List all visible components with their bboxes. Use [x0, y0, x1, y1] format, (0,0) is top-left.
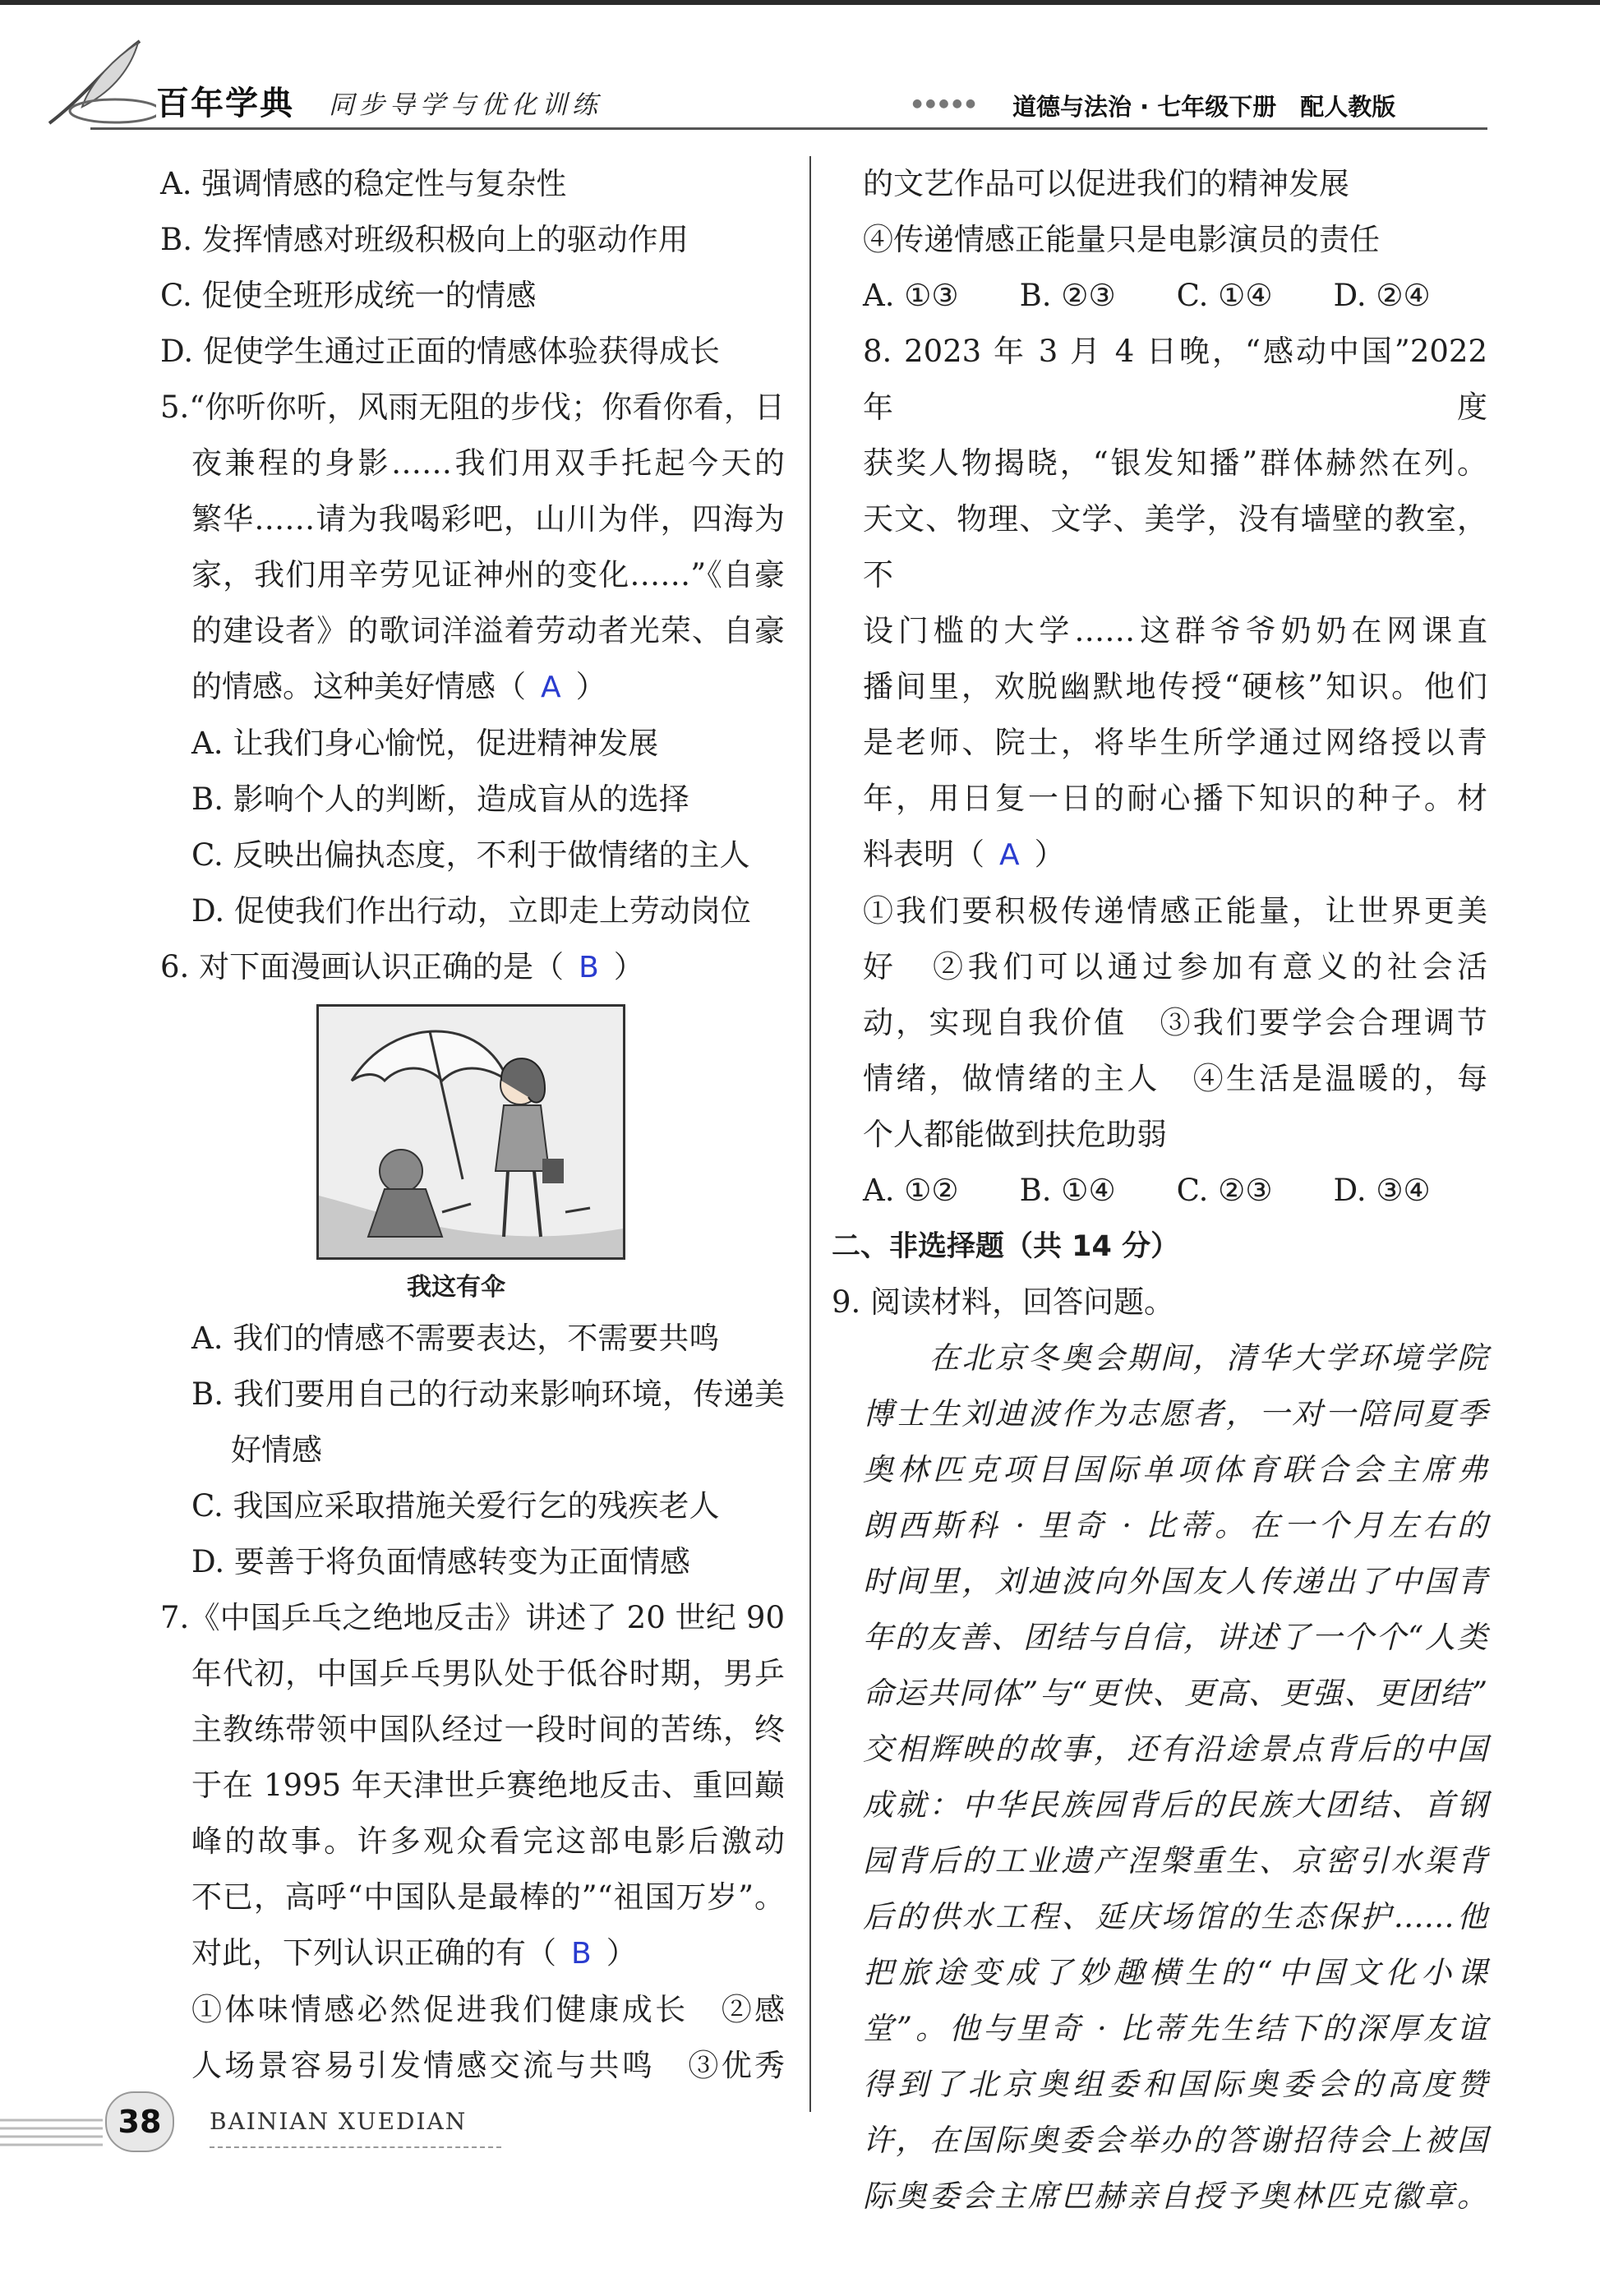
q6-option-d: D. 要善于将负面情感转变为正面情感 — [191, 1544, 690, 1579]
q5-close: ） — [575, 669, 606, 704]
q7-line: 峰的故事。许多观众看完这部电影后激动 — [191, 1823, 785, 1859]
q8-line: 获奖人物揭晓，“银发知播”群体赫然在列。 — [863, 445, 1487, 481]
q4-option-b: B. 发挥情感对班级积极向上的驱动作用 — [160, 222, 689, 257]
brand-title: 百年学典 — [156, 85, 294, 122]
q8-item-line: 个人都能做到扶危助弱 — [863, 1117, 1167, 1152]
q8-line: 年，用日复一日的耐心播下知识的种子。材 — [863, 781, 1487, 816]
q6-close: ） — [613, 949, 644, 984]
subject-title: 道德与法治 · 七年级下册 配人教版 — [1012, 93, 1396, 121]
feather-logo-icon — [33, 33, 156, 131]
q7-line: 主教练带领中国队经过一段时间的苦练，终 — [191, 1712, 785, 1747]
q5-line: 的建设者》的歌词洋溢着劳动者光荣、自豪 — [191, 613, 785, 648]
q8-item-line: 动，实现自我价值 ③我们要学会合理调节 — [863, 1005, 1487, 1040]
q8-answer: A — [999, 838, 1020, 872]
q9-passage-line: 堂”。他与里奇 · 比蒂先生结下的深厚友谊 — [863, 2011, 1487, 2046]
q7-item-line: ①体味情感必然促进我们健康成长 ②感 — [191, 1992, 785, 2027]
q5-option-d: D. 促使我们作出行动，立即走上劳动岗位 — [191, 893, 751, 929]
page-number: 38 — [105, 2091, 174, 2152]
q8-line: 设门槛的大学……这群爷爷奶奶在网课直 — [863, 613, 1487, 648]
q5-stem-end: 的情感。这种美好情感（ — [191, 669, 526, 704]
q9-stem: 9. 阅读材料，回答问题。 — [832, 1284, 1175, 1320]
q6-answer: B — [579, 951, 599, 984]
q6-option-a: A. 我们的情感不需要表达，不需要共鸣 — [191, 1321, 720, 1356]
q7-item-line: 人场景容易引发情感交流与共鸣 ③优秀 — [191, 2048, 785, 2083]
q9-passage-line: 朗西斯科 · 里奇 · 比蒂。在一个月左右的 — [863, 1508, 1487, 1543]
q6-option-b: B. 我们要用自己的行动来影响环境，传递美 — [191, 1376, 785, 1412]
q4-option-c: C. 促使全班形成统一的情感 — [160, 278, 537, 313]
footer-pinyin: BAINIAN XUEDIAN — [210, 2108, 468, 2135]
brand-tagline: 同步导学与优化训练 — [329, 90, 602, 120]
q7-answer: B — [571, 1937, 592, 1971]
footer-dashed-rule — [210, 2146, 501, 2148]
page-footer — [0, 2087, 575, 2186]
q9-passage-line: 时间里，刘迪波向外国友人传递出了中国青 — [863, 1564, 1487, 1599]
q7-close: ） — [606, 1935, 637, 1971]
q9-passage-line: 在北京冬奥会期间，清华大学环境学院 — [863, 1340, 1487, 1376]
q5-option-b: B. 影响个人的判断，造成盲从的选择 — [191, 781, 689, 817]
q9-passage-line: 年的友善、团结与自信，讲述了一个个“人类 — [863, 1620, 1487, 1655]
q5-answer-line — [160, 659, 785, 716]
q7-line: 7.《中国乒乓之绝地反击》讲述了 20 世纪 90 — [160, 1600, 785, 1635]
q6-option-b-cont: 好情感 — [231, 1432, 322, 1468]
q9-passage-line: 交相辉映的故事，还有沿途景点背后的中国 — [863, 1731, 1487, 1767]
q6-stem: 6. 对下面漫画认识正确的是（ — [160, 949, 565, 984]
left-column — [160, 156, 785, 2094]
q9-passage-line: 把旅途变成了妙趣横生的“中国文化小课 — [863, 1955, 1487, 1990]
q9-passage-line: 博士生刘迪波作为志愿者，一对一陪同夏季 — [863, 1396, 1487, 1432]
q7-item-line: 的文艺作品可以促进我们的精神发展 — [863, 166, 1349, 201]
cartoon-image — [316, 1004, 625, 1260]
q9-passage-line: 奥林匹克项目国际单项体育联合会主席弗 — [863, 1452, 1487, 1487]
q9-passage-line: 际奥委会主席巴赫亲自授予奥林匹克徽章。 — [863, 2178, 1487, 2214]
q4-option-d: D. 促使学生通过正面的情感体验获得成长 — [160, 334, 720, 369]
q7-line: 不已，高呼“中国队是最棒的”“祖国万岁”。 — [191, 1879, 785, 1915]
section-heading: 二、非选择题（共 14 分） — [832, 1230, 1180, 1263]
q9-passage-line: 后的供水工程、延庆场馆的生态保护……他 — [863, 1899, 1487, 1934]
column-divider — [809, 156, 811, 2112]
q8-item-line: ①我们要积极传递情感正能量，让世界更美 — [863, 893, 1487, 929]
q5-line: 5.“你听你听，风雨无阻的步伐；你看你看，日 — [160, 390, 785, 425]
q8-line: 是老师、院士，将毕生所学通过网络授以青 — [863, 725, 1487, 760]
right-column — [832, 156, 1487, 2225]
header-dots: ●●●●● — [912, 97, 980, 110]
q7-item-line: ④传递情感正能量只是电影演员的责任 — [863, 222, 1380, 257]
q7-stem-end: 对此，下列认识正确的有（ — [191, 1935, 556, 1971]
q8-item-line: 好 ②我们可以通过参加有意义的社会活 — [863, 949, 1487, 984]
q5-answer: A — [541, 671, 561, 704]
q4-option-a: A. 强调情感的稳定性与复杂性 — [160, 166, 567, 201]
q8-choices: A. ①② B. ①④ C. ②③ D. ③④ — [863, 1173, 1431, 1208]
q7-choices: A. ①③ B. ②③ C. ①④ D. ②④ — [863, 278, 1431, 313]
header-rule — [90, 127, 1487, 130]
q8-answer-line — [863, 827, 1487, 883]
q8-item-line: 情绪，做情绪的主人 ④生活是温暖的，每 — [863, 1061, 1487, 1096]
q5-option-a: A. 让我们身心愉悦，促进精神发展 — [191, 726, 659, 761]
q7-line: 于在 1995 年天津世乒赛绝地反击、重回巅 — [191, 1768, 785, 1803]
q9-passage-line: 得到了北京奥组委和国际奥委会的高度赞 — [863, 2067, 1487, 2102]
q7-line: 年代初，中国乒乓男队处于低谷时期，男乒 — [191, 1656, 785, 1691]
q5-line: 繁华……请为我喝彩吧，山川为伴，四海为 — [191, 501, 785, 537]
q8-line: 天文、物理、文学、美学，没有墙壁的教室，不 — [863, 501, 1487, 592]
q8-stem-end: 料表明（ — [863, 837, 984, 872]
q5-line: 夜兼程的身影……我们用双手托起今天的 — [191, 445, 785, 481]
q9-passage-line: 成就：中华民族园背后的民族大团结、首钢 — [863, 1787, 1487, 1823]
q8-line: 8. 2023 年 3 月 4 日晚，“感动中国”2022 年度 — [863, 334, 1487, 425]
q8-close: ） — [1034, 837, 1065, 872]
q5-line: 家，我们用辛劳见证神州的变化……”《自豪 — [191, 557, 785, 592]
q6-option-c: C. 我国应采取措施关爱行乞的残疾老人 — [191, 1488, 720, 1524]
top-border — [0, 0, 1600, 5]
page-header — [0, 0, 1600, 140]
q9-passage-line: 园背后的工业遗产涅槃重生、京密引水渠背 — [863, 1843, 1487, 1879]
q8-line: 播间里，欢脱幽默地传授“硬核”知识。他们 — [863, 669, 1487, 704]
q9-passage-line: 许，在国际奥委会举办的答谢招待会上被国 — [863, 2123, 1487, 2158]
q5-option-c: C. 反映出偏执态度，不利于做情绪的主人 — [191, 837, 750, 873]
q6-stem-line — [160, 939, 785, 996]
cartoon-caption: 我这有伞 — [407, 1273, 505, 1302]
footer-stripes-icon — [0, 2112, 107, 2161]
q7-answer-line — [160, 1925, 785, 1982]
q9-passage-line: 命运共同体”与“更快、更高、更强、更团结” — [863, 1676, 1487, 1711]
